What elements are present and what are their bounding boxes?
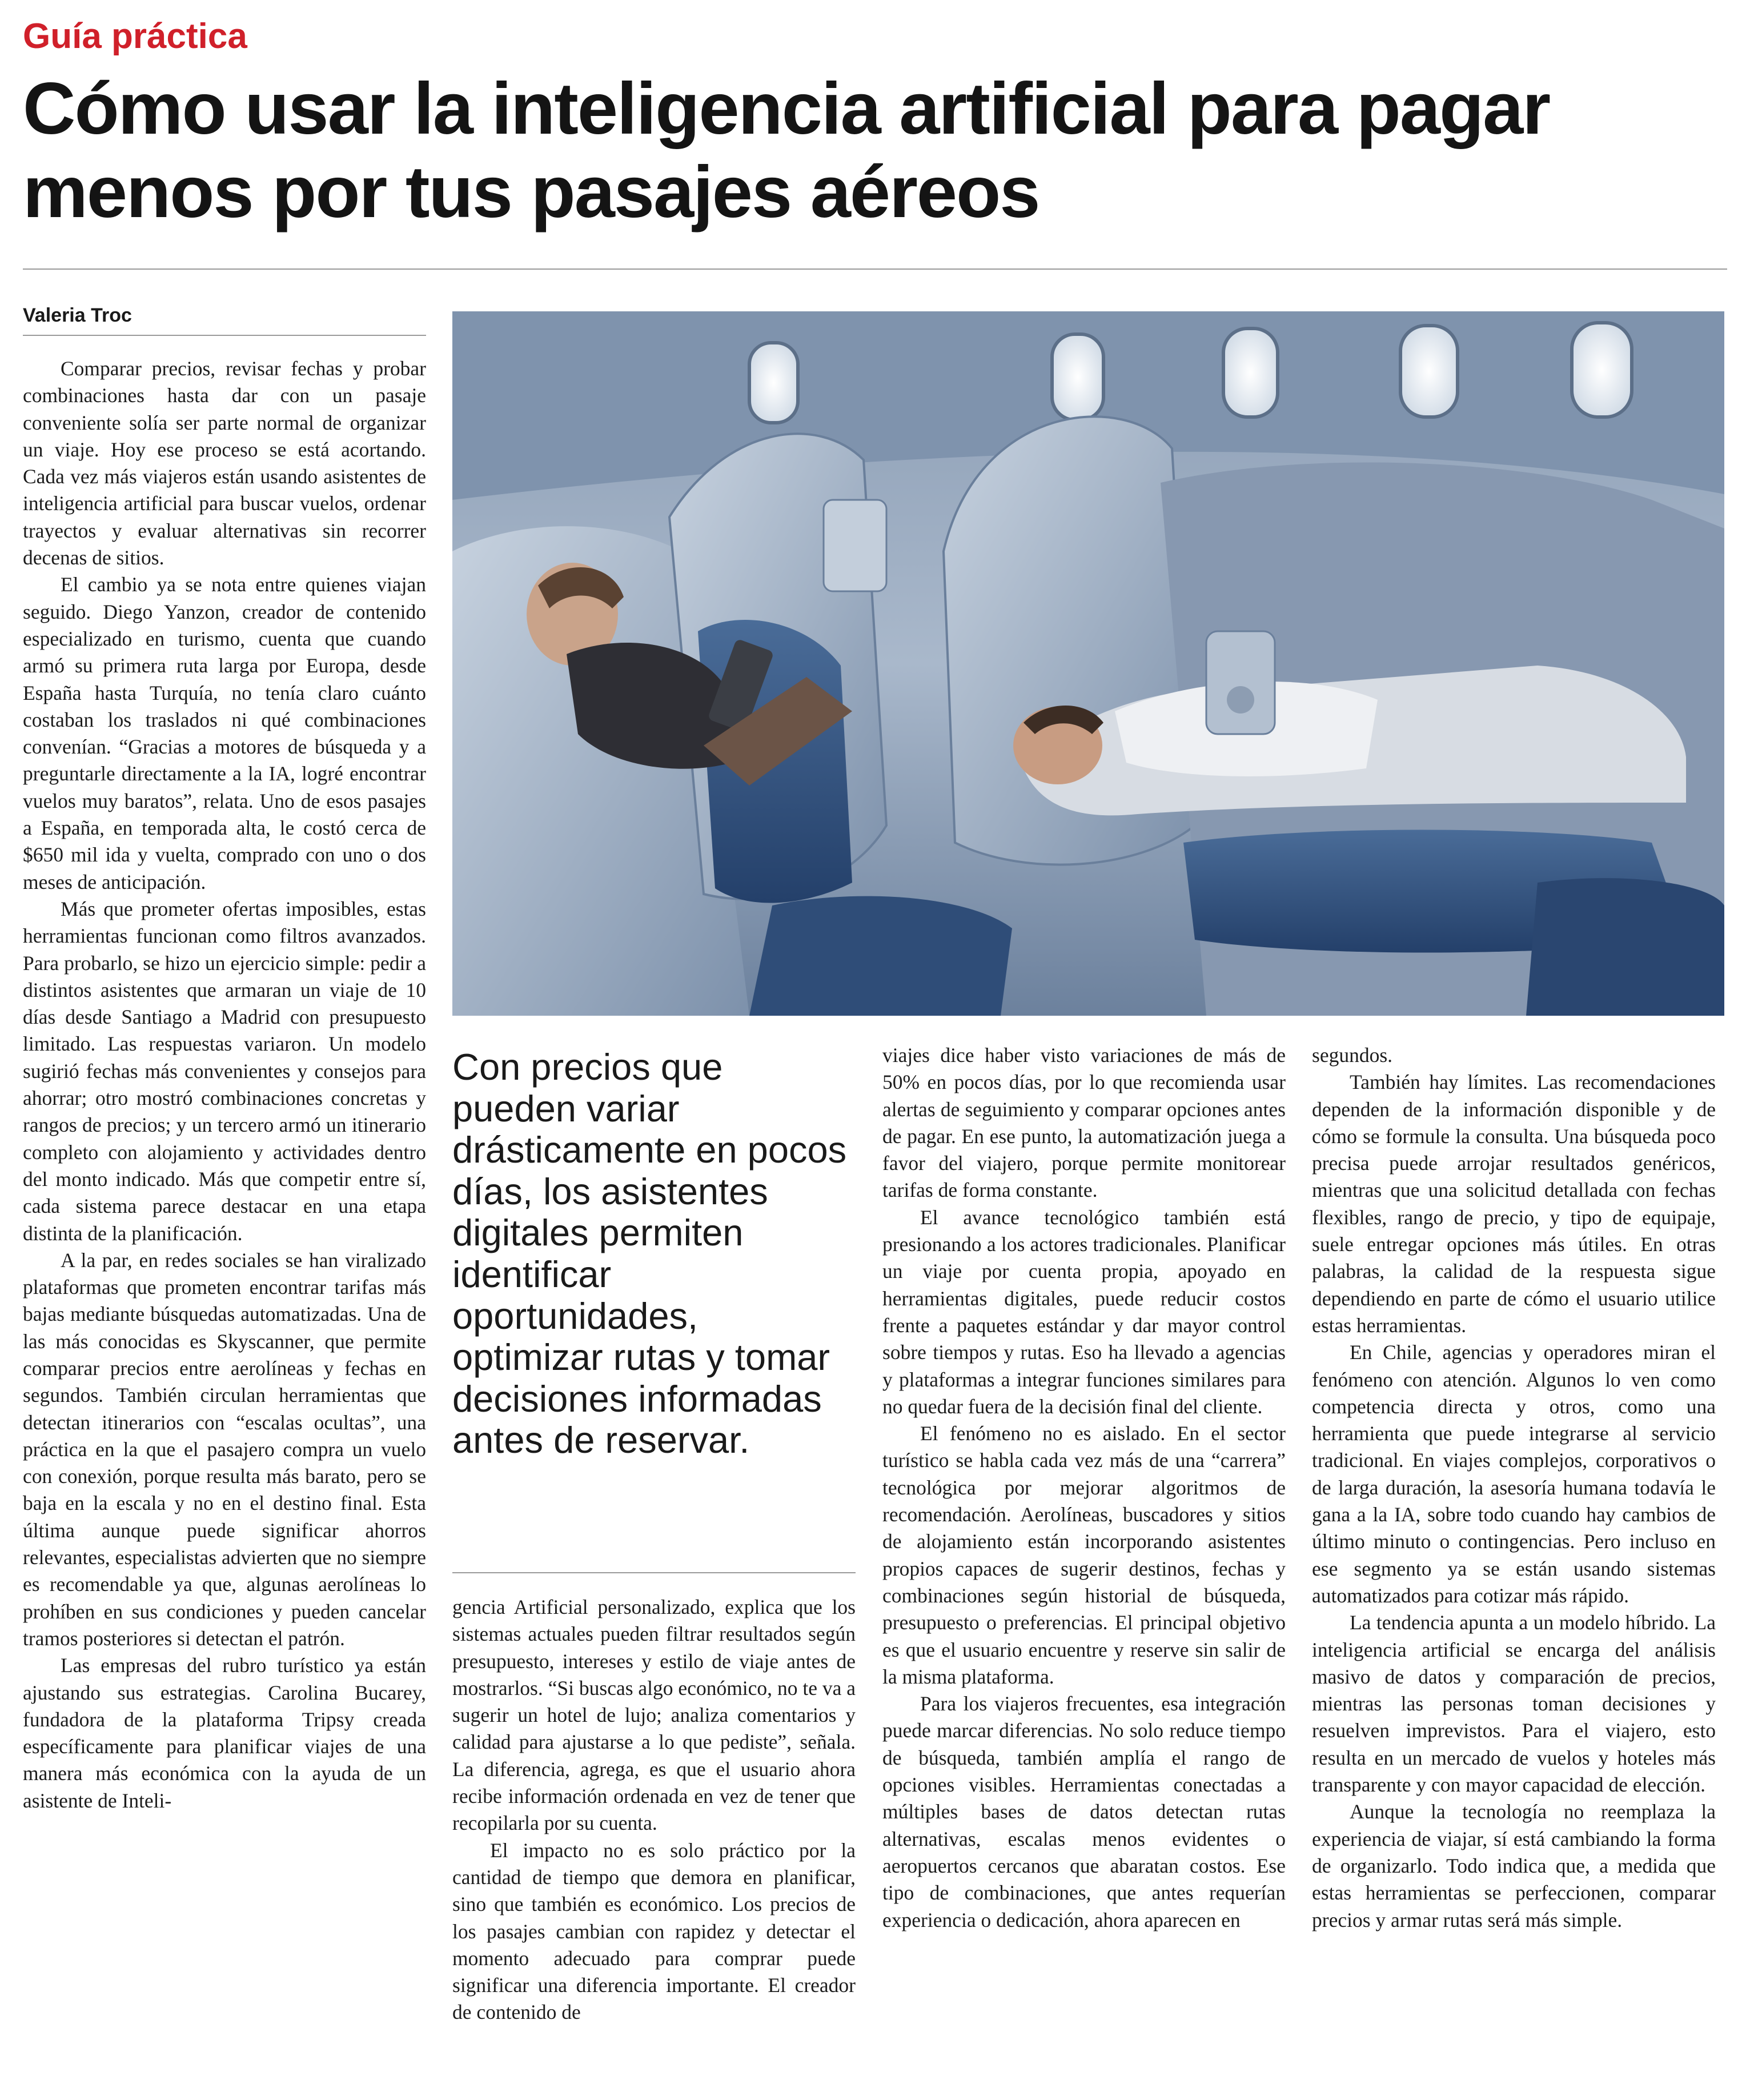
article-column-1: [23, 355, 426, 1814]
pull-quote: Con precios que pueden variar drásticamente en pocos días, los asistentes digitales permiten identificar oportunidades, optimizar rutas y tomar decisiones informadas antes de reservar.: [452, 1046, 847, 1461]
article-column-4: [1312, 1042, 1716, 1934]
paragraph: También hay límites. Las recomendaciones dependen de la información disponible y de cómo se formule la consulta. Una búsqueda poco precisa puede arrojar resultados genéricos, mientras que una solicitud detallada con fechas flexibles, rango de precio, y tipo de equipaje, suele entregar opciones más útiles. En otras palabras, la calidad de la respuesta sigue dependiendo en parte de cómo el usuario utilice estas herramientas.: [1312, 1071, 1716, 1337]
section-kicker: Guía práctica: [23, 17, 247, 56]
paragraph: Las empresas del rubro turístico ya están ajustando sus estrategias. Carolina Bucarey, fundadora de la plataforma Tripsy creada específicamente para planificar viajes de una manera más económica con la ayuda de un asistente de Inteli-: [23, 1654, 426, 1812]
paragraph: A la par, en redes sociales se han viralizado plataformas que prometen encontrar tarifas más bajas mediante búsquedas automatizadas. Una de las más conocidas es Skyscanner, que permite comparar precios entre aerolíneas y fechas en segundos. También circulan herramientas que detectan itinerarios con “escalas ocultas”, una práctica en la que el pasajero compra un vuelo con conexión, porque resulta más barato, pero se baja en la escala y no en el destino final. Esta última aunque puede significar ahorros relevantes, especialistas advierten que no siempre es recomendable ya que, algunas aerolíneas lo prohíben en sus condiciones y pueden cancelar tramos posteriores si detectan el patrón.: [23, 1248, 426, 1650]
paragraph: segundos.: [1312, 1044, 1393, 1067]
paragraph: Para los viajeros frecuentes, esa integración puede marcar diferencias. No solo reduce tiempo de búsqueda, también amplía el rango de opciones visibles. Herramientas conectadas a múltiples bases de datos detectan rutas alternativas, escalas menos evidentes o aeropuertos cercanos que abaratan costos. Ese tipo de combinaciones, que antes requerían experiencia o dedicación, ahora aparecen en: [882, 1692, 1286, 1931]
airplane-cabin-photo: [452, 311, 1724, 1016]
header-divider: [23, 268, 1727, 270]
paragraph: El cambio ya se nota entre quienes viajan seguido. Diego Yanzon, creador de contenido especializado en turismo, cuenta que cuando armó su primera ruta larga por Europa, desde España hasta Turquía, no tenía claro cuánto costaban los traslados ni qué combinaciones convenían. “Gracias a motores de búsqueda y a preguntarle directamente a la IA, logré encontrar vuelos muy baratos”, relata. Uno de esos pasajes a España, en temporada alta, le costó cerca de $650 mil ida y vuelta, comprado con uno o dos meses de anticipación.: [23, 573, 426, 893]
paragraph: En Chile, agencias y operadores miran el fenómeno con atención. Algunos lo ven como competencia directa y otros, como una herramienta que puede integrarse al servicio tradicional. En viajes complejos, corporativos o de larga duración, la asesoría humana todavía le gana a la IA, sobre todo cuando hay cambios de último minuto o contingencias. Pero incluso en ese segmento ya se están usando sistemas automatizados para cotizar más rápido.: [1312, 1341, 1716, 1607]
author-byline: Valeria Troc: [23, 304, 132, 326]
paragraph: gencia Artificial personalizado, explica que los sistemas actuales pueden filtrar resultados según presupuesto, intereses y estilo de viaje antes de mostrarlos. “Si buscas algo económico, no te va a sugerir un hotel de lujo; analiza comentarios y calidad para ajustarse a lo que pediste”, señala. La diferencia, agrega, es que el usuario ahora recibe información ordenada en vez de tener que recopilarla por su cuenta.: [452, 1596, 856, 1835]
paragraph: Más que prometer ofertas imposibles, estas herramientas funcionan como filtros avanzados. Para probarlo, se hizo un ejercicio simple: pedir a distintos asistentes que armaran un viaje de 10 días desde Santiago a Madrid con presupuesto limitado. Las respuestas variaron. Un modelo sugirió fechas más convenientes y consejos para ahorrar; otro mostró combinaciones concretas y rangos de precios; y un tercero armó un itinerario completo con alojamiento y actividades dentro del monto indicado. Más que competir entre sí, cada sistema parece destacar en una etapa distinta de la planificación.: [23, 897, 426, 1245]
paragraph: Comparar precios, revisar fechas y probar combinaciones hasta dar con un pasaje conveniente solía ser parte normal de organizar un viaje. Hoy ese proceso se está acortando. Cada vez más viajeros están usando asistentes de inteligencia artificial para buscar vuelos, ordenar trayectos y evaluar alternativas sin recorrer decenas de sitios.: [23, 357, 426, 570]
paragraph: La tendencia apunta a un modelo híbrido. La inteligencia artificial se encarga del análisis masivo de datos y comparación de precios, mientras las personas toman decisiones y resuelven imprevistos. Para el viajero, esto resulta en un mercado de vuelos y hoteles más transparente y con mayor capacidad de elección.: [1312, 1611, 1716, 1797]
byline-divider: [23, 335, 426, 336]
article-column-3: [882, 1042, 1286, 1934]
paragraph: El avance tecnológico también está presionando a los actores tradicionales. Planificar un viaje por cuenta propia, apoyado en herramientas digitales, puede reducir costos frente a paquetes estándar y dar mayor control sobre tiempos y rutas. Eso ha llevado a agencias y plataformas a integrar funciones similares para no quedar fuera de la decisión final del cliente.: [882, 1205, 1286, 1418]
article-headline: Cómo usar la inteligencia artificial para pagar menos por tus pasajes aéreos: [23, 68, 1550, 233]
pull-quote-divider: [452, 1572, 856, 1573]
paragraph: Aunque la tecnología no reemplaza la experiencia de viajar, sí está cambiando la forma de organizarlo. Todo indica que, a medida que estas herramientas se perfeccionen, comparar precios y armar rutas será más simple.: [1312, 1800, 1716, 1931]
article-column-2: [452, 1594, 856, 2026]
paragraph: El fenómeno no es aislado. En el sector turístico se habla cada vez más de una “carrera” tecnológica por mejorar algoritmos de recomendación. Aerolíneas, buscadores y sitios de alojamiento están incorporando asistentes propios capaces de sugerir destinos, fechas y combinaciones según historial de búsqueda, presupuesto o preferencias. El principal objetivo es que el usuario encuentre y reserve sin salir de la misma plataforma.: [882, 1422, 1286, 1688]
paragraph: El impacto no es solo práctico por la cantidad de tiempo que demora en planificar, sino que también es económico. Los precios de los pasajes cambian con rapidez y detectar el momento adecuado para comprar puede significar una diferencia importante. El creador de contenido de: [452, 1838, 856, 2024]
paragraph: viajes dice haber visto variaciones de más de 50% en pocos días, por lo que recomienda usar alertas de seguimiento y comparar opciones antes de pagar. En ese punto, la automatización juega a favor del viajero, porque permite monitorear tarifas de forma constante.: [882, 1044, 1286, 1202]
